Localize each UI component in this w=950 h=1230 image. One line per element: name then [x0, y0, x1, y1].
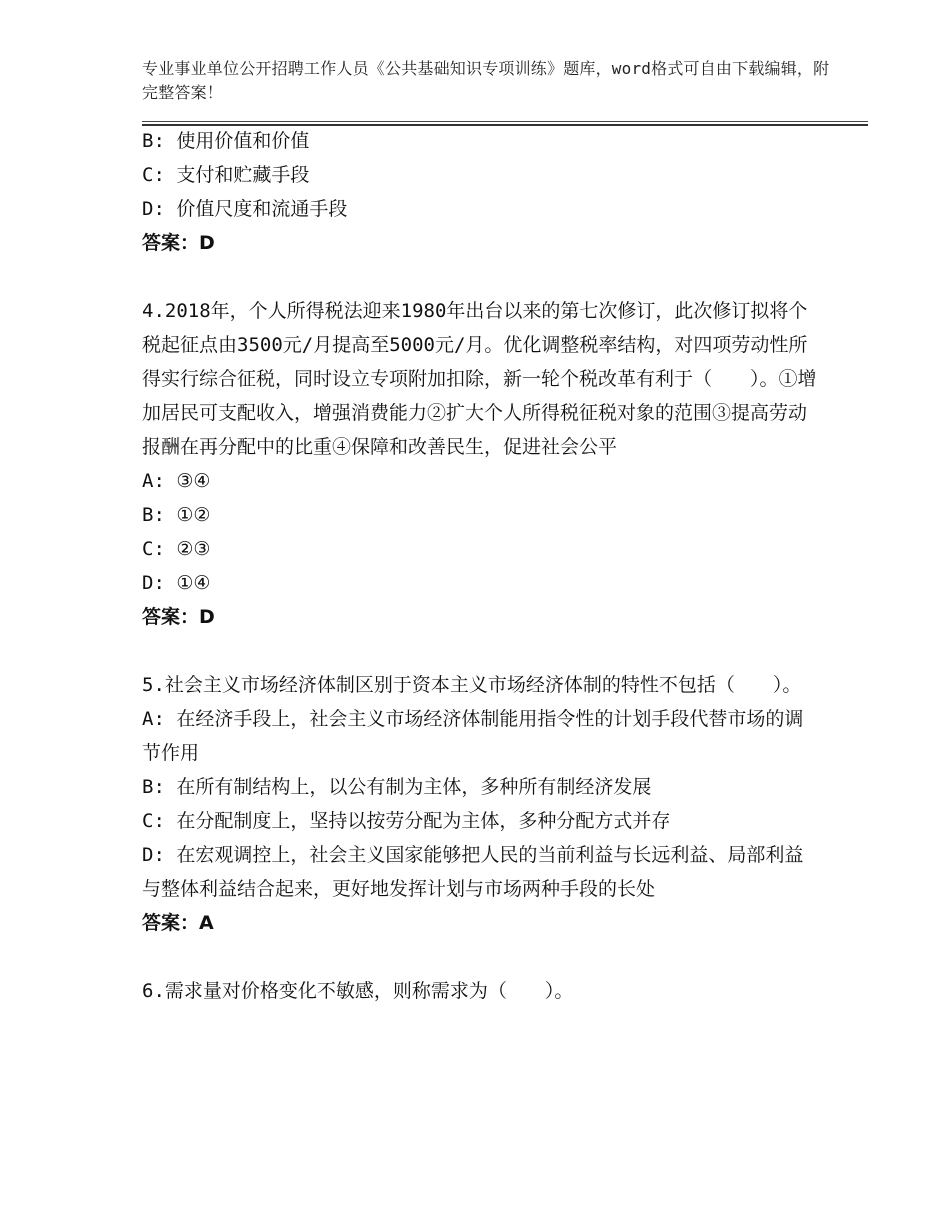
question-stem: 5.社会主义市场经济体制区别于资本主义市场经济体制的特性不包括（ ）。 — [142, 674, 802, 696]
question-content — [142, 124, 822, 1008]
question-6 — [142, 974, 822, 1008]
answer-label: 答案：D — [142, 606, 215, 628]
spacer — [142, 260, 822, 294]
question-stem: 4.2018年，个人所得税法迎来1980年出台以来的第七次修订，此次修订拟将个税起征点由3500元/月提高至5000元/月。优化调整税率结构，对四项劳动性所得实行综合征税，同时设立专项附加扣除，新一轮个税改革有利于（ ）。①增加居民可支配收入，增强消费能力②扩大个人所得税征税对象的范围③提高劳动报酬在再分配中的比重④保障和改善民生，促进社会公平 — [142, 300, 817, 458]
question-3-continued — [142, 124, 822, 260]
option-c: C: ②③ — [142, 538, 211, 560]
question-5 — [142, 668, 822, 940]
answer-label: 答案：D — [142, 232, 215, 254]
option-d: D: ①④ — [142, 572, 211, 594]
spacer — [142, 940, 822, 974]
option-a: A: 在经济手段上，社会主义市场经济体制能用指令性的计划手段代替市场的调节作用 — [142, 708, 804, 764]
page-header: 专业事业单位公开招聘工作人员《公共基础知识专项训练》题库，word格式可自由下载编辑，附完整答案！ — [142, 59, 830, 102]
option-b: B: ①② — [142, 504, 211, 526]
option-c: C: 在分配制度上，坚持以按劳分配为主体，多种分配方式并存 — [142, 810, 671, 832]
spacer — [142, 634, 822, 668]
option-b: B: 使用价值和价值 — [142, 130, 310, 152]
answer-label: 答案：A — [142, 912, 214, 934]
question-stem: 6.需求量对价格变化不敏感，则称需求为（ ）。 — [142, 980, 574, 1002]
option-d: D: 价值尺度和流通手段 — [142, 198, 348, 220]
header-rule-thin — [142, 121, 868, 122]
option-c: C: 支付和贮藏手段 — [142, 164, 310, 186]
question-4 — [142, 294, 822, 634]
option-d: D: 在宏观调控上，社会主义国家能够把人民的当前利益与长远利益、局部利益与整体利益结合起来，更好地发挥计划与市场两种手段的长处 — [142, 844, 804, 900]
option-b: B: 在所有制结构上，以公有制为主体，多种所有制经济发展 — [142, 776, 652, 798]
option-a: A: ③④ — [142, 470, 211, 492]
